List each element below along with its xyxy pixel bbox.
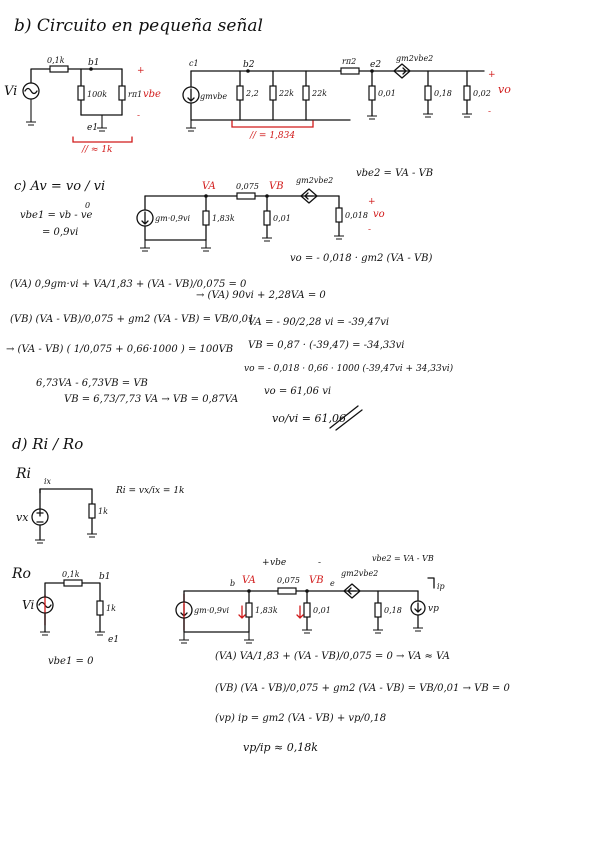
circuit-ri xyxy=(15,466,185,543)
node-b2-label: b2 xyxy=(243,60,255,70)
ro-vbe-label: vbe xyxy=(270,558,287,568)
vbe1-eq-line2: = 0,9vi xyxy=(42,227,79,238)
ro-result: vp/ip ≈ 0,18k xyxy=(243,741,318,754)
ri-resistor-label: 1k xyxy=(98,507,108,516)
eq-vo-value: vo = 61,06 vi xyxy=(264,386,332,397)
resistor-rpi1-label: rπ1 xyxy=(128,90,143,99)
ri-equation: Ri = vx/ix = 1k xyxy=(116,486,185,496)
av-node-va: VA xyxy=(202,181,216,192)
resistor-0-01-label: 0,01 xyxy=(378,89,396,98)
vbe1-zero: 0 xyxy=(85,201,91,210)
ro-node-b-label: b xyxy=(230,579,236,588)
ro-r-0-01-label: 0,01 xyxy=(313,606,331,615)
resistor-22k-b-label: 22k xyxy=(312,89,328,98)
parallel-note-1: // ≈ 1k xyxy=(82,145,113,155)
ro-ip-label: ip xyxy=(437,582,445,591)
vo-minus: - xyxy=(488,107,492,117)
section-c-av: c) Av = vo / vi xyxy=(14,179,106,194)
circuit-av xyxy=(137,176,385,251)
eq-va-value: VA = - 90/2,28 vi = -39,47vi xyxy=(248,317,390,328)
ro-vbe1-zero: vbe1 = 0 xyxy=(48,656,94,667)
resistor-2-2-label: 2,2 xyxy=(246,89,259,98)
ri-label: Ri xyxy=(16,466,32,482)
av-vo-equation: vo = - 0,018 · gm2 (VA - VB) xyxy=(290,253,433,264)
emitter-e1-label: e1 xyxy=(87,123,99,133)
ro-vbe-minus: - xyxy=(318,558,322,568)
series-resistor-label: 0,1k xyxy=(47,56,65,65)
source-vi-label: Vi xyxy=(4,84,18,99)
av-r-1-83k-label: 1,83k xyxy=(212,214,235,223)
ro-series-resistor-label: 0,1k xyxy=(62,570,80,579)
vbe-label: vbe xyxy=(143,89,161,100)
resistor-22k-a-label: 22k xyxy=(279,89,295,98)
av-dep-source-label: gm2vbe2 xyxy=(296,176,334,185)
parallel-note-2: // = 1,834 xyxy=(250,131,296,141)
ro-vbe2-definition: vbe2 = VA - VB xyxy=(372,554,434,563)
ro-node-vb: VB xyxy=(309,575,324,586)
ro-eq-vb: (VB) (VA - VB)/0,075 + gm2 (VA - VB) = VB/0,01 → VB = 0 xyxy=(215,683,510,694)
ro-resistor-1k-label: 1k xyxy=(106,604,116,613)
ro-b1-label: b1 xyxy=(99,572,111,582)
resistor-0-18-label: 0,18 xyxy=(434,89,452,98)
circuit-ro-input xyxy=(11,566,119,667)
gm-vbe-source-label: gmvbe xyxy=(200,92,228,101)
av-r-0-075-label: 0,075 xyxy=(236,182,259,191)
resistor-100k-label: 100k xyxy=(87,90,108,99)
circuit-output-stage xyxy=(183,54,511,141)
ri-current-label: ix xyxy=(44,477,52,486)
ro-r-1-83k-label: 1,83k xyxy=(255,606,278,615)
av-r-0-018-label: 0,018 xyxy=(345,211,368,220)
eq-va-vb-relation: 6,73VA - 6,73VB = VB xyxy=(36,378,148,389)
ro-vi-label: Vi xyxy=(22,598,35,612)
ro-r-0-18-label: 0,18 xyxy=(384,606,402,615)
section-b-title: b) Circuito en pequeña señal xyxy=(14,16,263,36)
eq-factor: → (VA - VB) ( 1/0,075 + 0,66·1000 ) = 100VB xyxy=(6,344,234,355)
gm2-vbe2-source-label: gm2vbe2 xyxy=(396,54,434,63)
av-vo-minus: - xyxy=(368,225,372,235)
eq-node-va: (VA) 0,9gm·vi + VA/1,83 + (VA - VB)/0,075 = 0 xyxy=(10,279,247,290)
eq-av-result: vo/vi = 61,06 xyxy=(272,412,346,425)
ro-eq-va: (VA) VA/1,83 + (VA - VB)/0,075 = 0 → VA ≈ VA xyxy=(215,651,450,662)
collector-c1-label: c1 xyxy=(189,59,199,68)
ro-equations xyxy=(215,651,510,754)
eq-vb-result: VB = 6,73/7,73 VA → VB = 0,87VA xyxy=(64,394,239,405)
eq-vo-expansion: vo = - 0,018 · 0,66 · 1000 (-39,47vi + 34,33vi) xyxy=(244,364,454,374)
section-d-title: d) Ri / Ro xyxy=(12,435,84,453)
av-source-label: gm·0,9vi xyxy=(155,214,191,223)
ro-dep-source-label: gm2vbe2 xyxy=(341,569,379,578)
vbe-plus: + xyxy=(137,66,145,76)
vo-plus: + xyxy=(488,70,496,80)
ri-vx-label: vx xyxy=(16,511,29,524)
ro-r-0-075-label: 0,075 xyxy=(277,576,300,585)
eq-va-substitution: → (VA) 90vi + 2,28VA = 0 xyxy=(196,290,326,301)
ro-vbe-plus: + xyxy=(262,558,270,568)
node-b1-label: b1 xyxy=(88,58,100,68)
ro-eq-vp: (vp) ip = gm2 (VA - VB) + vp/0,18 xyxy=(215,713,387,724)
av-node-vb: VB xyxy=(269,181,284,192)
av-right-equations xyxy=(196,290,454,430)
av-vo-plus: + xyxy=(368,197,376,207)
vbe-minus: - xyxy=(137,111,141,121)
eq-node-vb: (VB) (VA - VB)/0,075 + gm2 (VA - VB) = VB/0,01 xyxy=(10,314,255,325)
eq-vb-value: VB = 0,87 · (-39,47) = -34,33vi xyxy=(248,340,405,351)
ro-e1-label: e1 xyxy=(108,635,120,645)
node-e2-label: e2 xyxy=(370,60,382,70)
circuit-input-stage xyxy=(4,56,161,155)
ro-vp-label: vp xyxy=(428,604,439,614)
resistor-rpi2-label: rπ2 xyxy=(342,57,357,66)
circuit-ro-output xyxy=(176,554,445,643)
av-vo-label: vo xyxy=(373,209,385,220)
vbe1-eq-line1: vbe1 = vb - ve xyxy=(20,210,93,221)
vbe2-definition: vbe2 = VA - VB xyxy=(356,168,434,179)
resistor-0-02-label: 0,02 xyxy=(473,89,491,98)
ro-source-label: gm·0,9vi xyxy=(194,606,230,615)
ro-node-va: VA xyxy=(242,575,256,586)
ro-label: Ro xyxy=(12,566,31,582)
av-r-0-01-label: 0,01 xyxy=(273,214,291,223)
vo-output-label: vo xyxy=(498,83,511,96)
ro-node-e-label: e xyxy=(330,579,335,588)
